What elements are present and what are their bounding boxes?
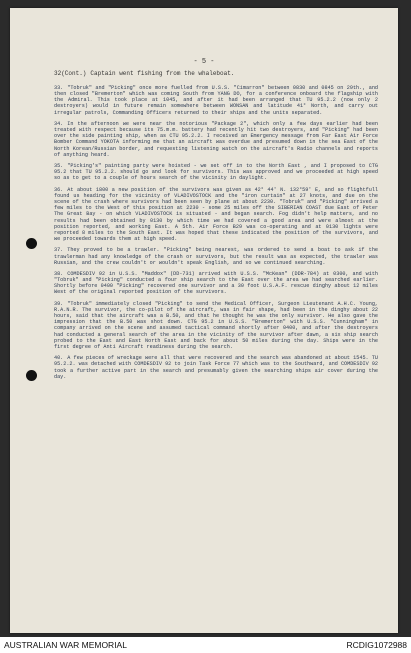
punch-hole: [26, 238, 37, 249]
paragraph-38: 38. COMDESDIV 92 in U.S.S. "Maddox" (DD-731) arrived with U.S.S. "McKean" (DDR-784) at 0300, and with "Tobruk" and "Picking" conducted a four ship search to the East over the area we had searched earlier. Shortly before 0400 "Picking" recovered one survivor and a 30 foot U.S.A.F. rescue dinghy about 12 miles West of the original reported position of the survivors.: [54, 271, 378, 296]
paragraph-36: 36. At about 1800 a new position of the survivors was given as 42° 44' N. 132°59' E, and so flightfull found us heading for the vicinity of VLADIVOSTOCK and the "iron curtain" at 27 knots, and due on the scene of the crash where survivors had been seen by plane at about 2230. "Tobruk" and "Picking" arrived a few miles to the West of this position at 2230 - some 25 miles off the SIBERIAN COAST due East of Peter The Great Bay - on which VLADIVOSTOCK is situated - and began search. Fog didn't help matters, and no results had been obtained by 0130 by which time we had covered a good area and were almost at the position reported, and working East. A 5th. Air Force B29 was co-operating and at 0130 lights were reported 8 miles to the South East. It was hoped that these indicated the position of the survivors, and we proceeded towards them at high speed.: [54, 186, 378, 242]
paragraph-34: 34. In the afternoon we were near the notorious "Package 2", which only a few days earlier had been treated with respect because its 75.m.m. battery had recently hit two destroyers, and "Picking" had been over the side painting ship, when as CTU 95.2.2. I received an Emergency message from Far East Air Force Bomber Command YOKOTA informing me that an aircraft was overdue and presumed down in the sea East of the North Korean/Russian border, and requesting listening watch on the aircraft's Radio channels and reports of anything heard.: [54, 120, 378, 158]
paragraph-37: 37. They proved to be a trawler. "Picking" being nearest, was ordered to send a boat to ask if the trawlerman had any knowledge of the crash or survivors, but the result was as expected, the trawler was Russian, and the crew couldn't or wouldn't speak English, and so we continued searching.: [54, 247, 378, 266]
page-number: - 5 -: [193, 58, 215, 66]
document-page: [10, 8, 398, 633]
document-body: [54, 70, 378, 385]
footer-reference: RCDIG1072988: [346, 640, 407, 650]
archive-footer: [0, 637, 411, 653]
paragraph-32: 32(Cont.) Captain went fishing from the whaleboat.: [54, 70, 235, 77]
punch-hole: [26, 370, 37, 381]
paragraph-33: 33. "Tobruk" and "Picking" once more fuelled from U.S.S. "Cimarron" between 0830 and 0845 on 29th., and then closed "Bremerton" which was coming South from YANG DO, for a conference onboard the flagship with the Admiral. This took place at 1045, and after it had been arranged that TU 95.2.2 (now only 2 destroyers) would in future remain somewhere between WONSAN and latitude 41° North, and carry out irregular patrols, Commanding Officers returned to their ships and the units separated.: [54, 85, 378, 116]
paragraph-39: 39. "Tobruk" immediately closed "Picking" to send the Medical Officer, Surgeon Lieutenant A.H.C. Young, R.A.N.R. The survivor, the co-pilot of the aircraft, was in fair shape, had been in the dinghy about 22 hours, said that the aircraft was a B.50, and that he thought he was the only survivor. He also gave the impression that the B.50 was shot down. CTG 95.2 in U.S.S. "Bremerton" with U.S.S. "Cunningham" in company arrived on the scene and assumed tactical command shortly after 0400, and after the destroyers had conducted a general search of the area in the vicinity of the survivor after dawn, a six ship search probed to the East and East North East and back for about 50 miles during the day. Ships were in the first degree of Anti Aircraft readiness during the search.: [54, 300, 378, 350]
footer-source: AUSTRALIAN WAR MEMORIAL: [4, 640, 127, 650]
paragraph-40: 40. A few pieces of wreckage were all that were recovered and the search was abandoned at about 1545. TU 95.2.2. was detached with COMDESDIV 92 to join Task Force 77 which was to the Southward, and COMDESDIV 92 took a further active part in the search and presumably given the searching ships air cover during the day.: [54, 355, 378, 380]
paragraph-35: 35. "Picking's" painting party were hoisted - we set off in to the North East , and I proposed to CTG 95.2 that TU 95.2.2. should go and look for survivors. This was approved and we proceeded at high speed so as to get to a couple of hours search of the vicinity in daylight.: [54, 163, 378, 182]
